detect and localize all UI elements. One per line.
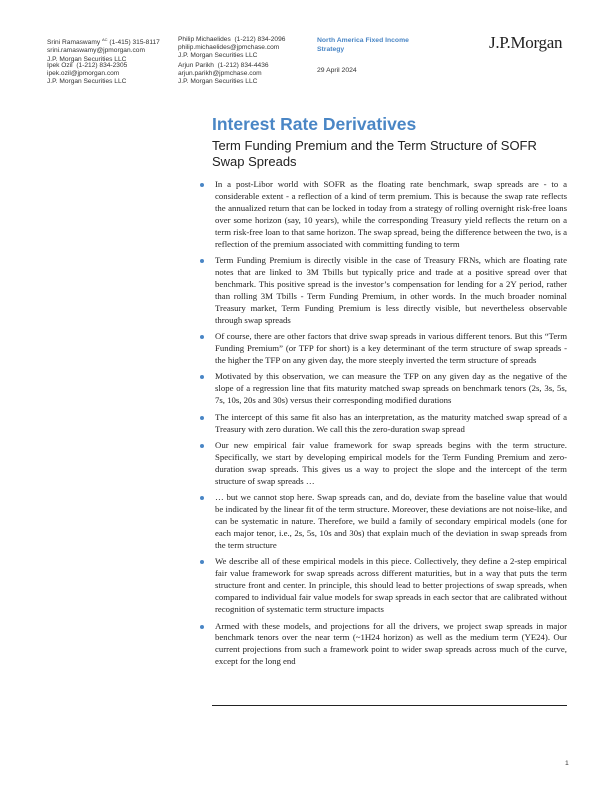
bullet-item (200, 412, 567, 436)
contact-firm: J.P. Morgan Securities LLC (178, 78, 258, 86)
contact-philip-michaelides (178, 36, 285, 61)
bullet-text: Of course, there are other factors that drive swap spreads in various different tenors. But this “Term Funding Premium” (or TFP for short) is a key determinant of the term structure of swap spreads - the higher the TFP on any given day, the more steeply inverted the term structure of spreads (215, 331, 567, 365)
bullet-dot-icon (200, 625, 204, 629)
bullet-text: The intercept of this same fit also has an interpretation, as the maturity matched swap spread of a Treasury with zero duration. We call this the zero-duration swap spread (215, 411, 567, 434)
contact-name: Philip Michaelides (178, 36, 231, 43)
contact-firm: J.P. Morgan Securities LLC (47, 78, 127, 86)
contact-email[interactable]: arjun.parikh@jpmchase.com (178, 70, 262, 78)
bullet-dot-icon (200, 496, 204, 500)
analyst-certification-mark: AC (101, 37, 108, 42)
contact-name: Srini Ramaswamy (47, 39, 101, 47)
contact-ipek-ozil (47, 62, 127, 87)
contact-email[interactable]: srini.ramaswamy@jpmorgan.com (47, 47, 145, 55)
contact-arjun-parikh (178, 62, 269, 87)
jpmorgan-logo: J.P.Morgan (489, 33, 563, 52)
report-date: 29 April 2024 (317, 67, 357, 74)
bullet-dot-icon (200, 444, 204, 448)
page-number: 1 (565, 760, 569, 767)
bullet-text: Motivated by this observation, we can measure the TFP on any given day as the negative of the slope of a regression line that fits maturity matched swap spreads on benchmark tenors (2s, 3s, 5s, 7s, 10s, 20s and 30s) versus their corresponding modified durations (215, 371, 567, 406)
bullet-text: Our new empirical fair value framework for swap spreads begins with the term structure. Specifically, we start by developing empirical models for the Term Funding Premium and zero-duration swap spreads. This gives us a way to project the slope and the intercept of the term structure of swap spreads … (215, 440, 567, 486)
bullet-dot-icon (200, 375, 204, 379)
bullet-text: We describe all of these empirical models in this piece. Collectively, they define a 2-step empirical fair value framework for swap spreads across different maturities, but in a way that puts the term structure front and center. In principle, this should lead to better projections of swap spreads, when compared to individual fair value models for swap spreads in each sector that are calibrated without recognition of systematic term structure impacts (215, 556, 567, 615)
bullet-item (200, 556, 567, 616)
contact-name: Arjun Parikh (178, 62, 214, 69)
bullet-item (200, 371, 567, 407)
contact-phone: (1-415) 315-8117 (109, 39, 160, 47)
bullet-dot-icon (200, 560, 204, 564)
bullet-text: Armed with these models, and projections for all the drivers, we project swap spreads in major benchmark tenors over the near term (~1H24 horizon) as well as the medium term (YE24). Our current projections from such a framework point to wider swap spreads across much of the curve, except for the long end (215, 620, 567, 667)
bullet-item (200, 492, 567, 552)
bullet-item (200, 255, 567, 326)
bullet-dot-icon (200, 335, 204, 339)
summary-bullets (200, 179, 567, 673)
bullet-item (200, 440, 567, 488)
bullet-item (200, 331, 567, 367)
bullet-text: Term Funding Premium is directly visible in the case of Treasury FRNs, which are floating rate notes that are linked to 3M Tbills but typically price and trade at a positive spread over that benchmark. This positive spread is the investor’s compensation for lending for a 2Y period, rather than rolling 3M Tbills - Term Funding Premium, in other words. In the much broader nominal Treasury market, Term Funding Premium is less directly visible, but nevertheless observable through swap spreads (215, 255, 567, 325)
bullet-item (200, 179, 567, 250)
report-series: North America Fixed Income Strategy (317, 37, 409, 53)
contact-name: Ipek Ozil (47, 62, 73, 69)
bullet-dot-icon (200, 183, 204, 187)
contact-phone: (1-212) 834-2096 (234, 36, 286, 43)
bullet-item (200, 621, 567, 669)
contact-phone: (1-212) 834-4436 (217, 62, 269, 69)
contact-email[interactable]: philip.michaelides@jpmchase.com (178, 44, 280, 52)
contact-firm: J.P. Morgan Securities LLC (178, 52, 258, 60)
contact-firm: J.P. Morgan Securities LLC (47, 55, 127, 63)
contact-email[interactable]: ipek.ozil@jpmorgan.com (47, 70, 120, 78)
page-title: Interest Rate Derivatives (212, 114, 417, 134)
section-divider (212, 705, 567, 706)
contact-srini-ramaswamy (47, 36, 160, 64)
page-subtitle: Term Funding Premium and the Term Structure of SOFR Swap Spreads (212, 138, 537, 169)
contact-phone: (1-212) 834-2305 (76, 62, 128, 69)
bullet-text: In a post-Libor world with SOFR as the floating rate benchmark, swap spreads are - to a considerable extent - a reflection of a kind of term premium. This is because the swap rate reflects the annualized return that can be locked in today from a strategy of rolling overnight risk-free loans over some horizon (say, 10 years), while the corresponding Treasury yield reflects the return on a term risk-free loan to that same horizon. The swap spread, being the difference between the two, is a reflection of the premium associated with committing funding to term (215, 179, 567, 249)
bullet-dot-icon (200, 416, 204, 420)
bullet-text: … but we cannot stop here. Swap spreads can, and do, deviate from the baseline value that would be indicated by the linear fit of the term structure. Moreover, these deviations are not noise-like, and can be systematic in nature. Therefore, we build a family of secondary empirical models (one for each major tenor, i.e., 2s, 5s, 10s and 30s) that explain much of the deviation in swap spreads from the term structure (215, 492, 567, 550)
bullet-dot-icon (200, 259, 204, 263)
